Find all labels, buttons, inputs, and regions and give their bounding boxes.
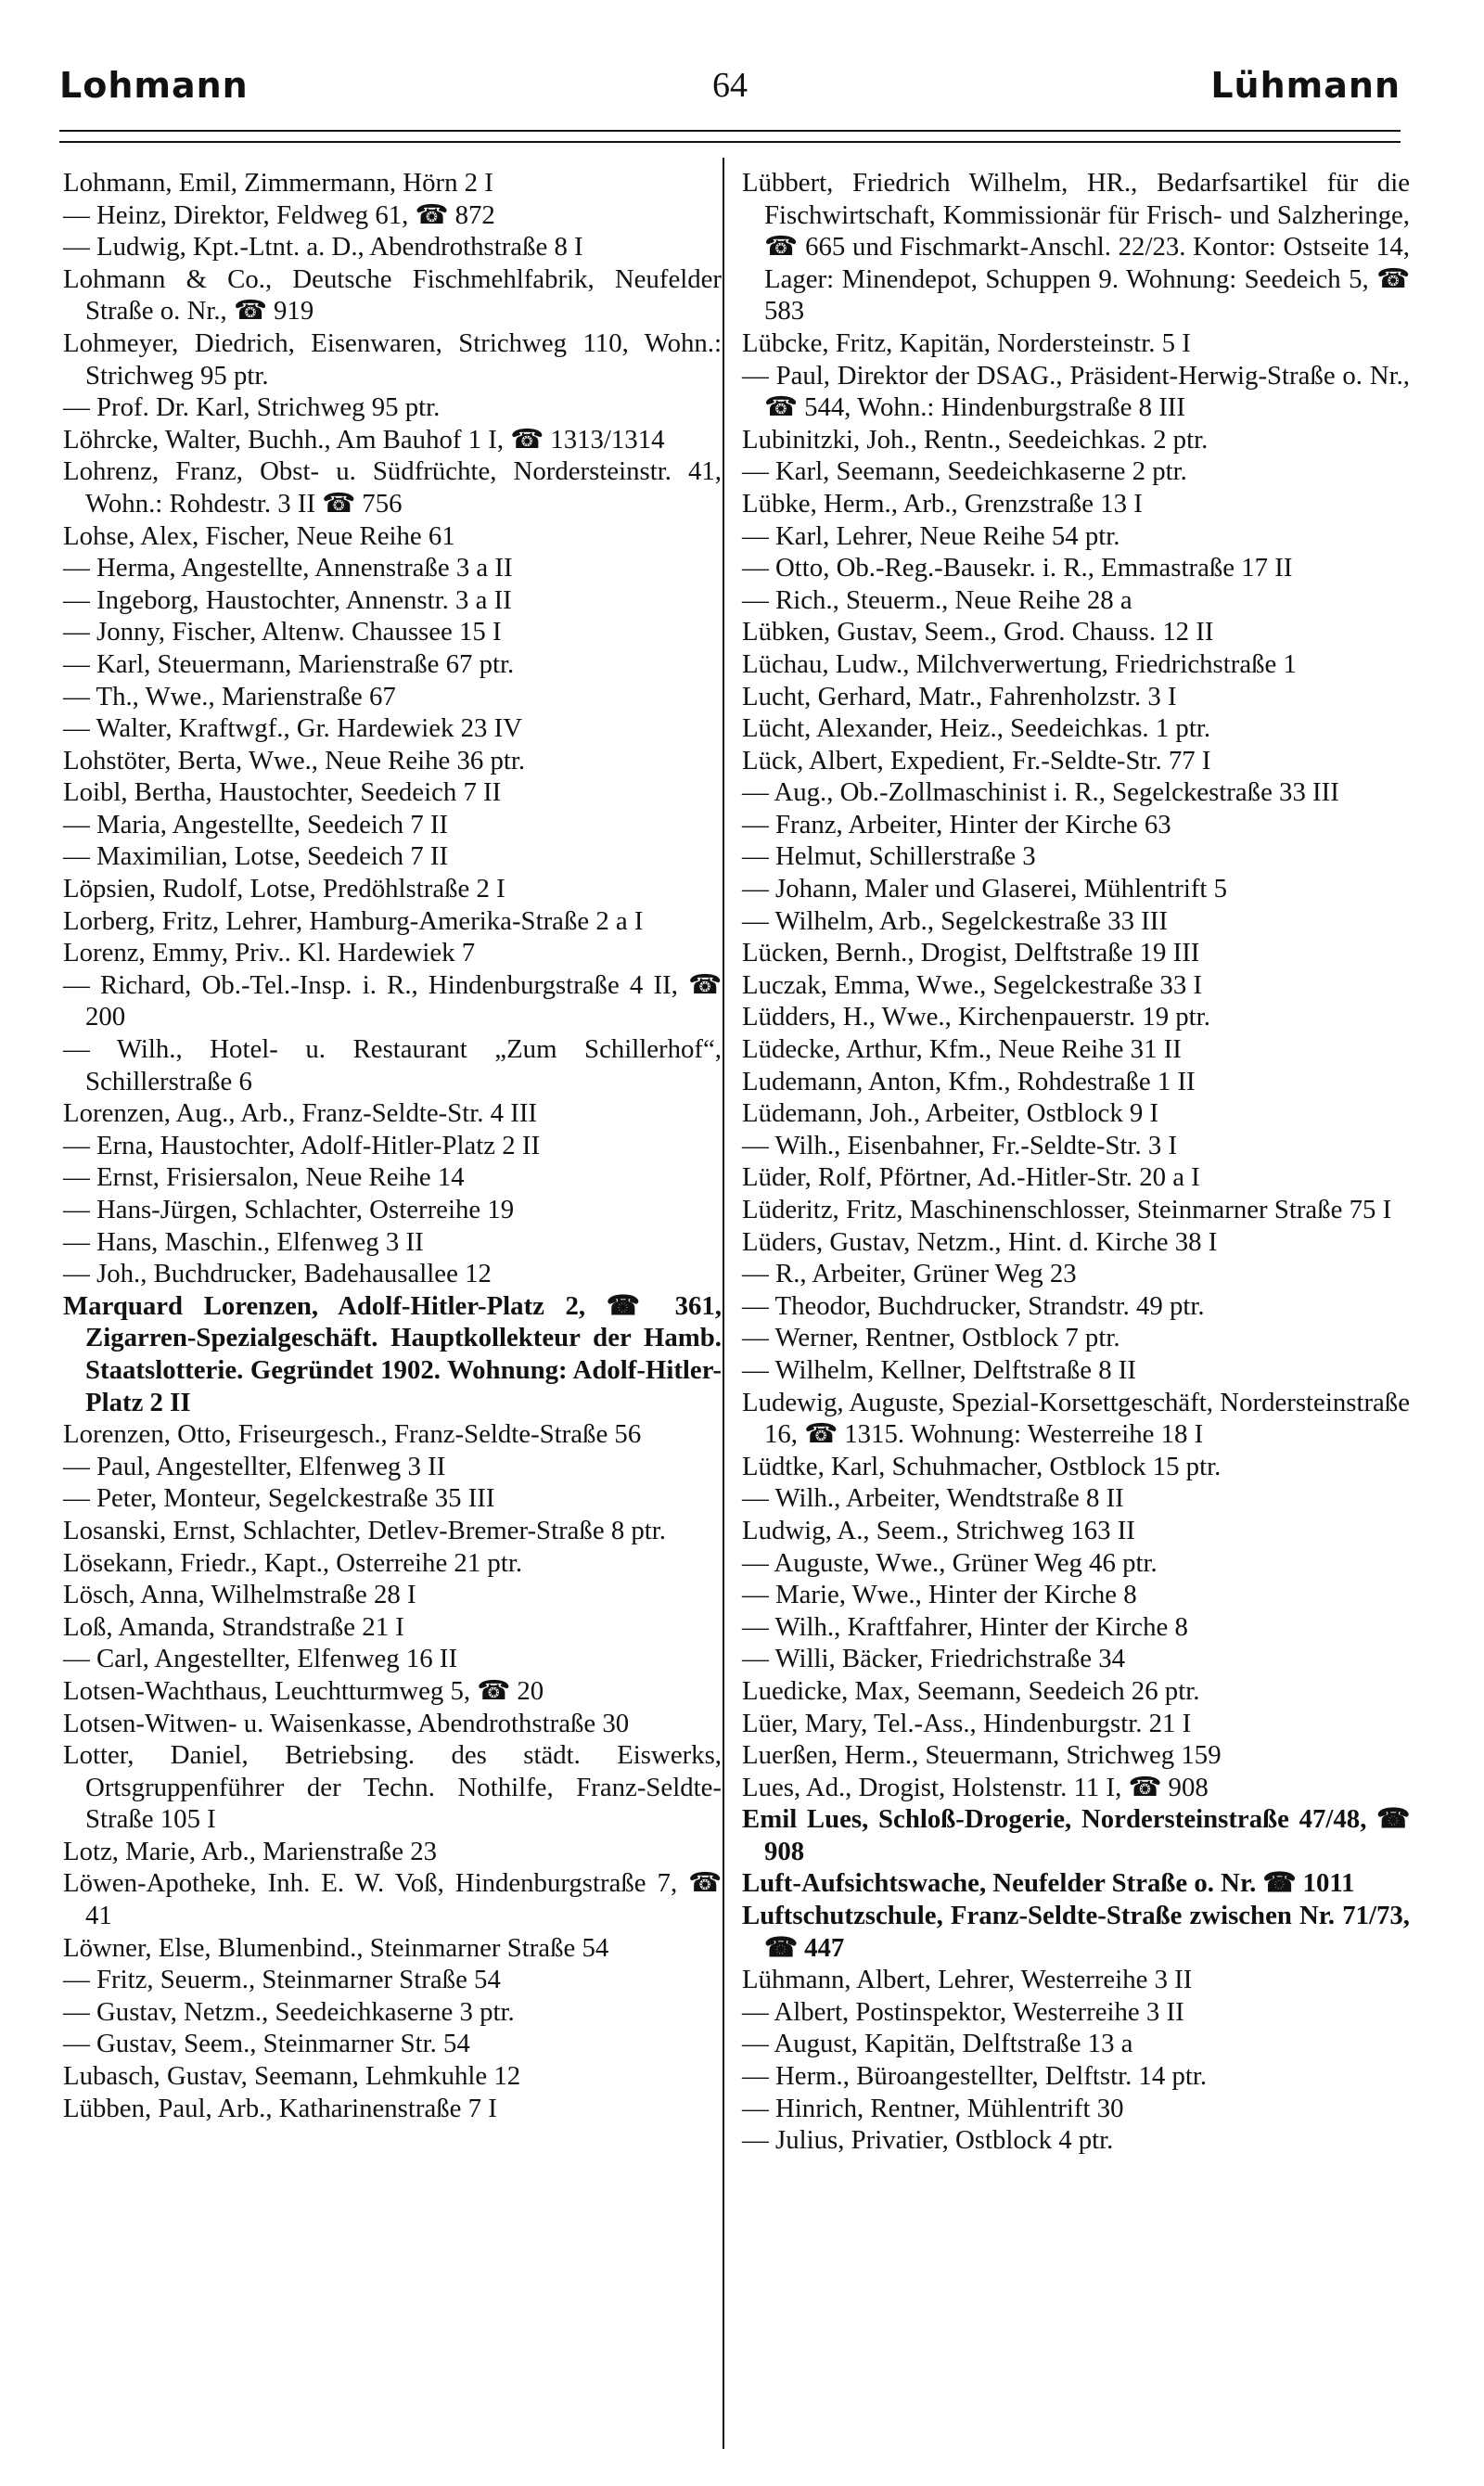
directory-entry: Lüer, Mary, Tel.-Ass., Hindenburgstr. 21 I [742, 1708, 1192, 1738]
directory-entry: — Paul, Angestellter, Elfenweg 3 II [63, 1451, 446, 1481]
directory-entry: — Rich., Steuerm., Neue Reihe 28 a [742, 584, 1132, 615]
directory-entry: — Theodor, Buchdrucker, Strandstr. 49 ptr. [742, 1290, 1205, 1321]
directory-entry: Lübbert, Friedrich Wilhelm, HR., Bedarfsartikel für die Fischwirtschaft, Kommissionär für Frisch- und Salzheringe, ☎ 665 und Fischmarkt-Anschl. 22/23. Kontor: Ostseite 14, Lager: Minendepot, Schuppen 9. Wohnung: Seedeich 5, ☎ 583 [742, 168, 1410, 327]
directory-entry: Lotsen-Wachthaus, Leuchtturmweg 5, ☎ 20 [63, 1675, 544, 1706]
directory-entry: Emil Lues, Schloß-Drogerie, Nordersteinstraße 47/48, ☎ 908 [742, 1804, 1410, 1866]
directory-entry: — Th., Wwe., Marienstraße 67 [63, 681, 396, 711]
directory-entry: Lübken, Gustav, Seem., Grod. Chauss. 12 II [742, 617, 1214, 647]
directory-entry: — Joh., Buchdrucker, Badehausallee 12 [63, 1259, 492, 1289]
directory-entry: — Julius, Privatier, Ostblock 4 ptr. [742, 2125, 1114, 2156]
directory-entry: Ludewig, Auguste, Spezial-Korsettgeschäft, Nordersteinstraße 16, ☎ 1315. Wohnung: Westerreihe 18 I [742, 1387, 1410, 1450]
directory-entry: — Werner, Rentner, Ostblock 7 ptr. [742, 1323, 1120, 1353]
directory-entry: Luedicke, Max, Seemann, Seedeich 26 ptr. [742, 1675, 1200, 1706]
column-divider [723, 158, 724, 2449]
directory-entry: — Karl, Steuermann, Marienstraße 67 ptr. [63, 648, 515, 679]
directory-entry: Luft-Aufsichtswache, Neufelder Straße o. Nr. ☎ 1011 [742, 1868, 1355, 1899]
directory-entry: Lüdtke, Karl, Schuhmacher, Ostblock 15 ptr. [742, 1451, 1222, 1481]
directory-entry: — Wilh., Eisenbahner, Fr.-Seldte-Str. 3 I [742, 1130, 1178, 1160]
directory-entry: — Maria, Angestellte, Seedeich 7 II [63, 809, 449, 839]
header-left-keyword: Lohmann [59, 65, 249, 106]
directory-entry: — Prof. Dr. Karl, Strichweg 95 ptr. [63, 392, 441, 423]
directory-entry: Lotsen-Witwen- u. Waisenkasse, Abendrothstraße 30 [63, 1708, 630, 1738]
directory-entry: — Heinz, Direktor, Feldweg 61, ☎ 872 [63, 199, 495, 230]
directory-entry: Lübcke, Fritz, Kapitän, Nordersteinstr. 5 I [742, 327, 1191, 358]
directory-entry: Lübben, Paul, Arb., Katharinenstraße 7 I [63, 2093, 497, 2123]
directory-entry: Lück, Albert, Expedient, Fr.-Seldte-Str. 77 I [742, 745, 1211, 775]
directory-entry: — Herm., Büroangestellter, Delftstr. 14 ptr. [742, 2061, 1208, 2092]
directory-entry: Loß, Amanda, Strandstraße 21 I [63, 1611, 404, 1642]
directory-entry: — Erna, Haustochter, Adolf-Hitler-Platz 2 II [63, 1130, 541, 1160]
directory-entry: Lösch, Anna, Wilhelmstraße 28 I [63, 1580, 416, 1610]
directory-entry: Ludwig, A., Seem., Strichweg 163 II [742, 1515, 1135, 1545]
directory-entry: Lotter, Daniel, Betriebsing. des städt. Eiswerks, Ortsgruppenführer der Techn. Nothilfe, Franz-Seldte-Straße 105 I [63, 1740, 722, 1835]
directory-entry: Lotz, Marie, Arb., Marienstraße 23 [63, 1836, 438, 1866]
directory-entry: Lücht, Alexander, Heiz., Seedeichkas. 1 ptr. [742, 713, 1211, 744]
directory-entry: — Walter, Kraftwgf., Gr. Hardewiek 23 IV [63, 713, 522, 744]
directory-entry: Löhrcke, Walter, Buchh., Am Bauhof 1 I, ☎ 1313/1314 [63, 424, 665, 455]
directory-entry: — Peter, Monteur, Segelckestraße 35 III [63, 1483, 495, 1514]
directory-entry: — Johann, Maler und Glaserei, Mühlentrift 5 [742, 874, 1228, 904]
page-number: 64 [712, 66, 748, 105]
directory-entry: Marquard Lorenzen, Adolf-Hitler-Platz 2, ☎ 361, Zigarren-Spezialgeschäft. Hauptkollekteur der Hamb. Staatslotterie. Gegründet 1902. Wohnung: Adolf-Hitler-Platz 2 II [63, 1290, 722, 1417]
directory-entry: — Albert, Postinspektor, Westerreihe 3 II [742, 1996, 1184, 2027]
directory-entry: Lues, Ad., Drogist, Holstenstr. 11 I, ☎ 908 [742, 1772, 1209, 1802]
directory-entry: — Karl, Seemann, Seedeichkaserne 2 ptr. [742, 456, 1187, 487]
directory-entry: Lohse, Alex, Fischer, Neue Reihe 61 [63, 520, 455, 551]
directory-entry: Lubasch, Gustav, Seemann, Lehmkuhle 12 [63, 2061, 521, 2092]
directory-entry: Lücken, Bernh., Drogist, Delftstraße 19 III [742, 938, 1200, 968]
directory-entry: — Otto, Ob.-Reg.-Bausekr. i. R., Emmastraße 17 II [742, 553, 1293, 583]
directory-entry: Lohmann, Emil, Zimmermann, Hörn 2 I [63, 168, 493, 198]
directory-entry: — Richard, Ob.-Tel.-Insp. i. R., Hindenburgstraße 4 II, ☎ 200 [63, 969, 722, 1032]
directory-entry: — Wilh., Hotel- u. Restaurant „Zum Schillerhof“, Schillerstraße 6 [63, 1034, 722, 1096]
directory-entry: — Ingeborg, Haustochter, Annenstr. 3 a II [63, 584, 512, 615]
directory-entry: — Auguste, Wwe., Grüner Weg 46 ptr. [742, 1547, 1158, 1578]
directory-entry: — Paul, Direktor der DSAG., Präsident-Herwig-Straße o. Nr., ☎ 544, Wohn.: Hindenburgstraße 8 III [742, 360, 1410, 423]
directory-entry: Löwen-Apotheke, Inh. E. W. Voß, Hindenburgstraße 7, ☎ 41 [63, 1868, 722, 1931]
directory-entry: — Ludwig, Kpt.-Ltnt. a. D., Abendrothstraße 8 I [63, 232, 583, 263]
directory-entry: — Aug., Ob.-Zollmaschinist i. R., Segelckestraße 33 III [742, 777, 1339, 808]
directory-entry: — Willi, Bäcker, Friedrichstraße 34 [742, 1644, 1125, 1674]
directory-entry: Lubinitzki, Joh., Rentn., Seedeichkas. 2 ptr. [742, 424, 1209, 455]
directory-entry: Losanski, Ernst, Schlachter, Detlev-Bremer-Straße 8 ptr. [63, 1515, 667, 1545]
directory-entry: Lohstöter, Berta, Wwe., Neue Reihe 36 ptr. [63, 745, 526, 775]
directory-entry: — Marie, Wwe., Hinter der Kirche 8 [742, 1580, 1137, 1610]
directory-entry: Luerßen, Herm., Steuermann, Strichweg 159 [742, 1740, 1222, 1771]
directory-entry: Loibl, Bertha, Haustochter, Seedeich 7 II [63, 777, 502, 808]
directory-entry: — Karl, Lehrer, Neue Reihe 54 ptr. [742, 520, 1120, 551]
directory-entry: Lübke, Herm., Arb., Grenzstraße 13 I [742, 488, 1143, 519]
directory-entry: Lüderitz, Fritz, Maschinenschlosser, Steinmarner Straße 75 I [742, 1195, 1392, 1224]
directory-entry: — Gustav, Netzm., Seedeichkaserne 3 ptr. [63, 1996, 515, 2027]
directory-entry: Lüchau, Ludw., Milchverwertung, Friedrichstraße 1 [742, 648, 1297, 679]
directory-entry: Lucht, Gerhard, Matr., Fahrenholzstr. 3 I [742, 681, 1177, 711]
header-rule-top [59, 130, 1401, 132]
directory-entry: — Ernst, Frisiersalon, Neue Reihe 14 [63, 1162, 465, 1193]
directory-entry: Luftschutzschule, Franz-Seldte-Straße zwischen Nr. 71/73, ☎ 447 [742, 1901, 1410, 1963]
directory-entry: Lorenzen, Aug., Arb., Franz-Seldte-Str. 4 III [63, 1098, 538, 1129]
directory-entry: — Maximilian, Lotse, Seedeich 7 II [63, 841, 449, 872]
directory-entry: Lösekann, Friedr., Kapt., Osterreihe 21 ptr. [63, 1547, 523, 1578]
directory-entry: — Wilhelm, Kellner, Delftstraße 8 II [742, 1354, 1136, 1385]
directory-entry: — R., Arbeiter, Grüner Weg 23 [742, 1259, 1077, 1289]
directory-entry: — Gustav, Seem., Steinmarner Str. 54 [63, 2029, 470, 2059]
left-column [63, 167, 722, 2124]
directory-entry: Lüdders, H., Wwe., Kirchenpauerstr. 19 ptr. [742, 1002, 1210, 1032]
directory-entry: Lorenzen, Otto, Friseurgesch., Franz-Seldte-Straße 56 [63, 1419, 642, 1450]
directory-entry: Lohrenz, Franz, Obst- u. Südfrüchte, Nordersteinstr. 41, Wohn.: Rohdestr. 3 II ☎ 756 [63, 456, 722, 519]
directory-entry: Lüdecke, Arthur, Kfm., Neue Reihe 31 II [742, 1034, 1182, 1065]
directory-entry: Lühmann, Albert, Lehrer, Westerreihe 3 II [742, 1965, 1193, 1995]
directory-entry: — Franz, Arbeiter, Hinter der Kirche 63 [742, 809, 1171, 839]
directory-entry: — Wilh., Kraftfahrer, Hinter der Kirche 8 [742, 1611, 1188, 1642]
directory-entry: Luczak, Emma, Wwe., Segelckestraße 33 I [742, 969, 1203, 1000]
directory-entry: — Jonny, Fischer, Altenw. Chaussee 15 I [63, 617, 502, 647]
directory-entry: — August, Kapitän, Delftstraße 13 a [742, 2029, 1133, 2059]
directory-entry: — Fritz, Seuerm., Steinmarner Straße 54 [63, 1965, 501, 1995]
page-header [59, 65, 1401, 117]
directory-entry: Lüders, Gustav, Netzm., Hint. d. Kirche 38 I [742, 1226, 1218, 1257]
directory-entry: Lohmeyer, Diedrich, Eisenwaren, Strichweg 110, Wohn.: Strichweg 95 ptr. [63, 327, 722, 391]
right-column [742, 167, 1410, 2157]
directory-entry: — Carl, Angestellter, Elfenweg 16 II [63, 1644, 458, 1674]
header-rule-bottom [59, 141, 1401, 143]
directory-entry: — Hans-Jürgen, Schlachter, Osterreihe 19 [63, 1195, 515, 1224]
directory-entry: — Helmut, Schillerstraße 3 [742, 841, 1036, 872]
directory-entry: — Hans, Maschin., Elfenweg 3 II [63, 1226, 424, 1257]
directory-entry: Löpsien, Rudolf, Lotse, Predöhlstraße 2 I [63, 874, 505, 904]
directory-entry: Löwner, Else, Blumenbind., Steinmarner Straße 54 [63, 1932, 609, 1963]
directory-entry: Lüdemann, Joh., Arbeiter, Ostblock 9 I [742, 1098, 1159, 1129]
directory-entry: — Wilhelm, Arb., Segelckestraße 33 III [742, 905, 1168, 936]
directory-entry: — Wilh., Arbeiter, Wendtstraße 8 II [742, 1483, 1124, 1514]
directory-entry: Lüder, Rolf, Pförtner, Ad.-Hitler-Str. 20 a I [742, 1162, 1200, 1193]
directory-entry: Ludemann, Anton, Kfm., Rohdestraße 1 II [742, 1066, 1196, 1096]
directory-entry: — Herma, Angestellte, Annenstraße 3 a II [63, 553, 513, 583]
directory-entry: Lorberg, Fritz, Lehrer, Hamburg-Amerika-Straße 2 a I [63, 905, 644, 936]
header-right-keyword: Lühmann [1210, 65, 1401, 106]
directory-entry: — Hinrich, Rentner, Mühlentrift 30 [742, 2093, 1124, 2123]
directory-entry: Lohmann & Co., Deutsche Fischmehlfabrik, Neufelder Straße o. Nr., ☎ 919 [63, 263, 722, 327]
directory-entry: Lorenz, Emmy, Priv.. Kl. Hardewiek 7 [63, 938, 476, 968]
